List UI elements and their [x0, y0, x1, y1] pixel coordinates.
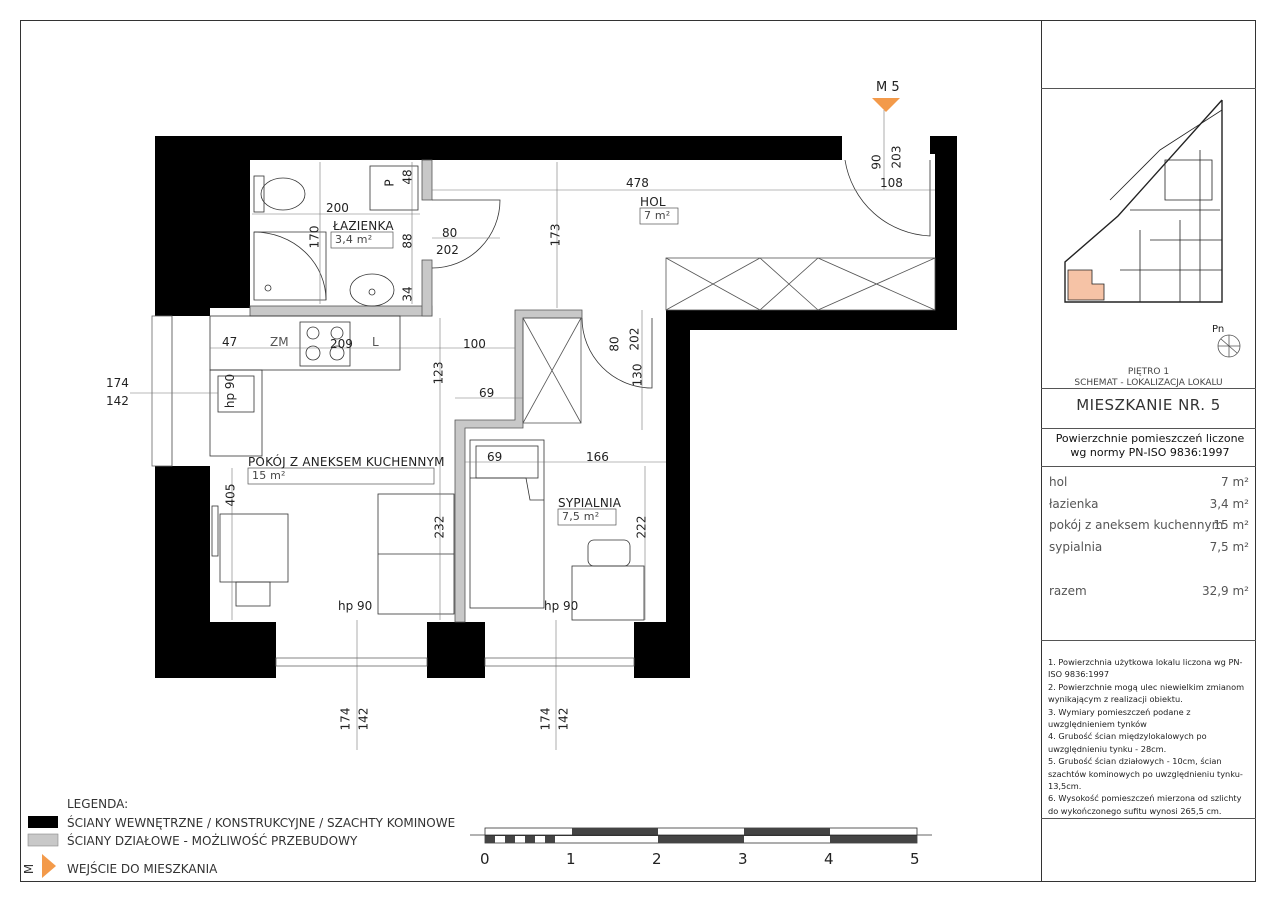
area-total-value: 32,9 m²	[1201, 584, 1249, 598]
note-item: 1. Powierzchnia użytkowa lokalu liczona wg PN-ISO 9836:1997	[1048, 657, 1243, 680]
dimension-label: 48	[400, 169, 415, 185]
schema-label: SCHEMAT - LOKALIZACJA LOKALU	[1074, 378, 1223, 388]
dimension-label: 90	[869, 154, 884, 170]
norm-note: Powierzchnie pomieszczeń liczone wg normy PN-ISO 9836:1997	[1055, 432, 1245, 459]
dimension-label: 478	[626, 176, 649, 190]
dimension-label: 174	[338, 707, 353, 731]
dimension-label: 142	[556, 707, 571, 731]
area-row	[1049, 540, 1249, 554]
legend-entrance-marker: M	[22, 863, 37, 875]
scale-label: 2	[652, 850, 662, 868]
partition-walls	[250, 160, 582, 622]
legend-swatch-partition	[28, 834, 58, 846]
room-area-hall: 7 m²	[644, 209, 671, 222]
shaft	[523, 318, 581, 423]
scale-label: 3	[738, 850, 748, 868]
dimension-label: 142	[106, 394, 129, 408]
legend-title: LEGENDA:	[67, 797, 129, 811]
legend-item-structural: ŚCIANY WEWNĘTRZNE / KONSTRUKCYJNE / SZACHTY KOMINOWE	[67, 816, 456, 830]
dimension-label: 202	[436, 243, 459, 257]
area-total-row	[1049, 584, 1249, 598]
legend-item-entrance: WEJŚCIE DO MIESZKANIA	[67, 862, 218, 876]
room-name-hall: HOL	[640, 195, 666, 209]
dimension-label: 173	[548, 223, 563, 247]
apartment-location-highlight	[1068, 270, 1104, 300]
window-height-label: hp 90	[338, 599, 373, 613]
dimension-label: 203	[889, 145, 904, 169]
area-value: 3,4 m²	[1209, 497, 1249, 511]
dimension-label: 405	[223, 483, 238, 507]
note-item: 6. Wysokość pomieszczeń mierzona od szlichty do wykończonego sufitu wynosi 265,5 cm.	[1048, 793, 1242, 816]
window-height-label: hp 90	[223, 373, 238, 409]
dimension-label: 142	[356, 707, 371, 731]
floor-label: PIĘTRO 1	[1127, 367, 1170, 377]
dimension-label: 232	[432, 515, 447, 539]
area-name: pokój z aneksem kuchennym	[1049, 518, 1224, 532]
dimension-label: 166	[586, 450, 609, 464]
note-item: 4. Grubość ścian międzylokalowych po uwzględnieniu tynku - 28cm.	[1048, 731, 1207, 754]
legend-item-partition: ŚCIANY DZIAŁOWE - MOŻLIWOŚĆ PRZEBUDOWY	[67, 834, 358, 848]
dimension-label: 100	[463, 337, 486, 351]
legend-swatch-structural	[28, 816, 58, 828]
area-name: hol	[1049, 475, 1068, 489]
dimension-label: 174	[538, 707, 553, 731]
room-name-bathroom: ŁAZIENKA	[333, 219, 394, 233]
dimension-label: 80	[442, 226, 458, 240]
dimension-label: 202	[627, 327, 642, 351]
area-name: łazienka	[1049, 497, 1099, 511]
window-height-label: hp 90	[544, 599, 579, 613]
l-label: L	[372, 335, 379, 349]
room-name-bedroom: SYPIALNIA	[558, 496, 622, 510]
room-area-bathroom: 3,4 m²	[335, 233, 373, 246]
scale-label: 1	[566, 850, 576, 868]
area-row	[1049, 497, 1249, 511]
dimension-label: 209	[330, 337, 353, 351]
dimension-label: 222	[634, 515, 649, 539]
note-item: 5. Grubość ścian działowych - 10cm, ścian szachtów kominowych po uwzględnieniu tynku- 13,5cm.	[1048, 756, 1243, 792]
scale-label: 0	[480, 850, 490, 868]
dimension-label: 174	[106, 376, 129, 390]
dimension-label: 69	[479, 386, 495, 400]
area-value: 7 m²	[1221, 475, 1249, 489]
north-label: Pn	[1212, 324, 1225, 335]
dimension-label: 34	[400, 286, 415, 302]
dimension-label: 69	[487, 450, 503, 464]
legend-entrance-icon	[42, 854, 56, 878]
apartment-title: MIESZKANIE NR. 5	[1076, 396, 1221, 414]
note-item: 2. Powierzchnie mogą ulec niewielkim zmianom wynikającym z realizacji obiektu.	[1048, 681, 1245, 705]
area-total-name: razem	[1049, 584, 1087, 598]
dimension-label: 200	[326, 201, 349, 215]
entrance-marker-label: M 5	[876, 80, 900, 95]
dimension-label: 80	[607, 336, 622, 352]
dimension-label: 123	[431, 361, 446, 385]
notes-list	[1048, 656, 1248, 817]
scale-label: 5	[910, 850, 920, 868]
scale-label: 4	[824, 850, 834, 868]
structural-walls	[155, 136, 957, 678]
dimension-label: 108	[880, 176, 903, 190]
area-value: 7,5 m²	[1209, 540, 1249, 554]
compass-icon	[1218, 335, 1240, 357]
dimension-label: 47	[222, 335, 238, 349]
note-item: 3. Wymiary pomieszczeń podane z uwzględnieniem tynków	[1048, 706, 1191, 730]
room-area-living: 15 m²	[252, 469, 286, 482]
balcony	[666, 258, 935, 310]
area-row	[1049, 475, 1249, 489]
room-name-living: POKÓJ Z ANEKSEM KUCHENNYM	[248, 455, 445, 469]
area-name: sypialnia	[1049, 540, 1103, 554]
zm-label: ZM	[270, 335, 289, 349]
area-value: 15 m²	[1213, 518, 1249, 532]
entrance-triangle-icon	[872, 98, 900, 112]
p-label: P	[382, 179, 397, 187]
scale-bar	[470, 828, 932, 843]
dimension-label: 88	[400, 233, 415, 249]
room-area-bedroom: 7,5 m²	[562, 510, 600, 523]
area-row	[1049, 518, 1249, 532]
dimension-label: 130	[630, 363, 645, 387]
dimension-label: 170	[307, 225, 322, 249]
